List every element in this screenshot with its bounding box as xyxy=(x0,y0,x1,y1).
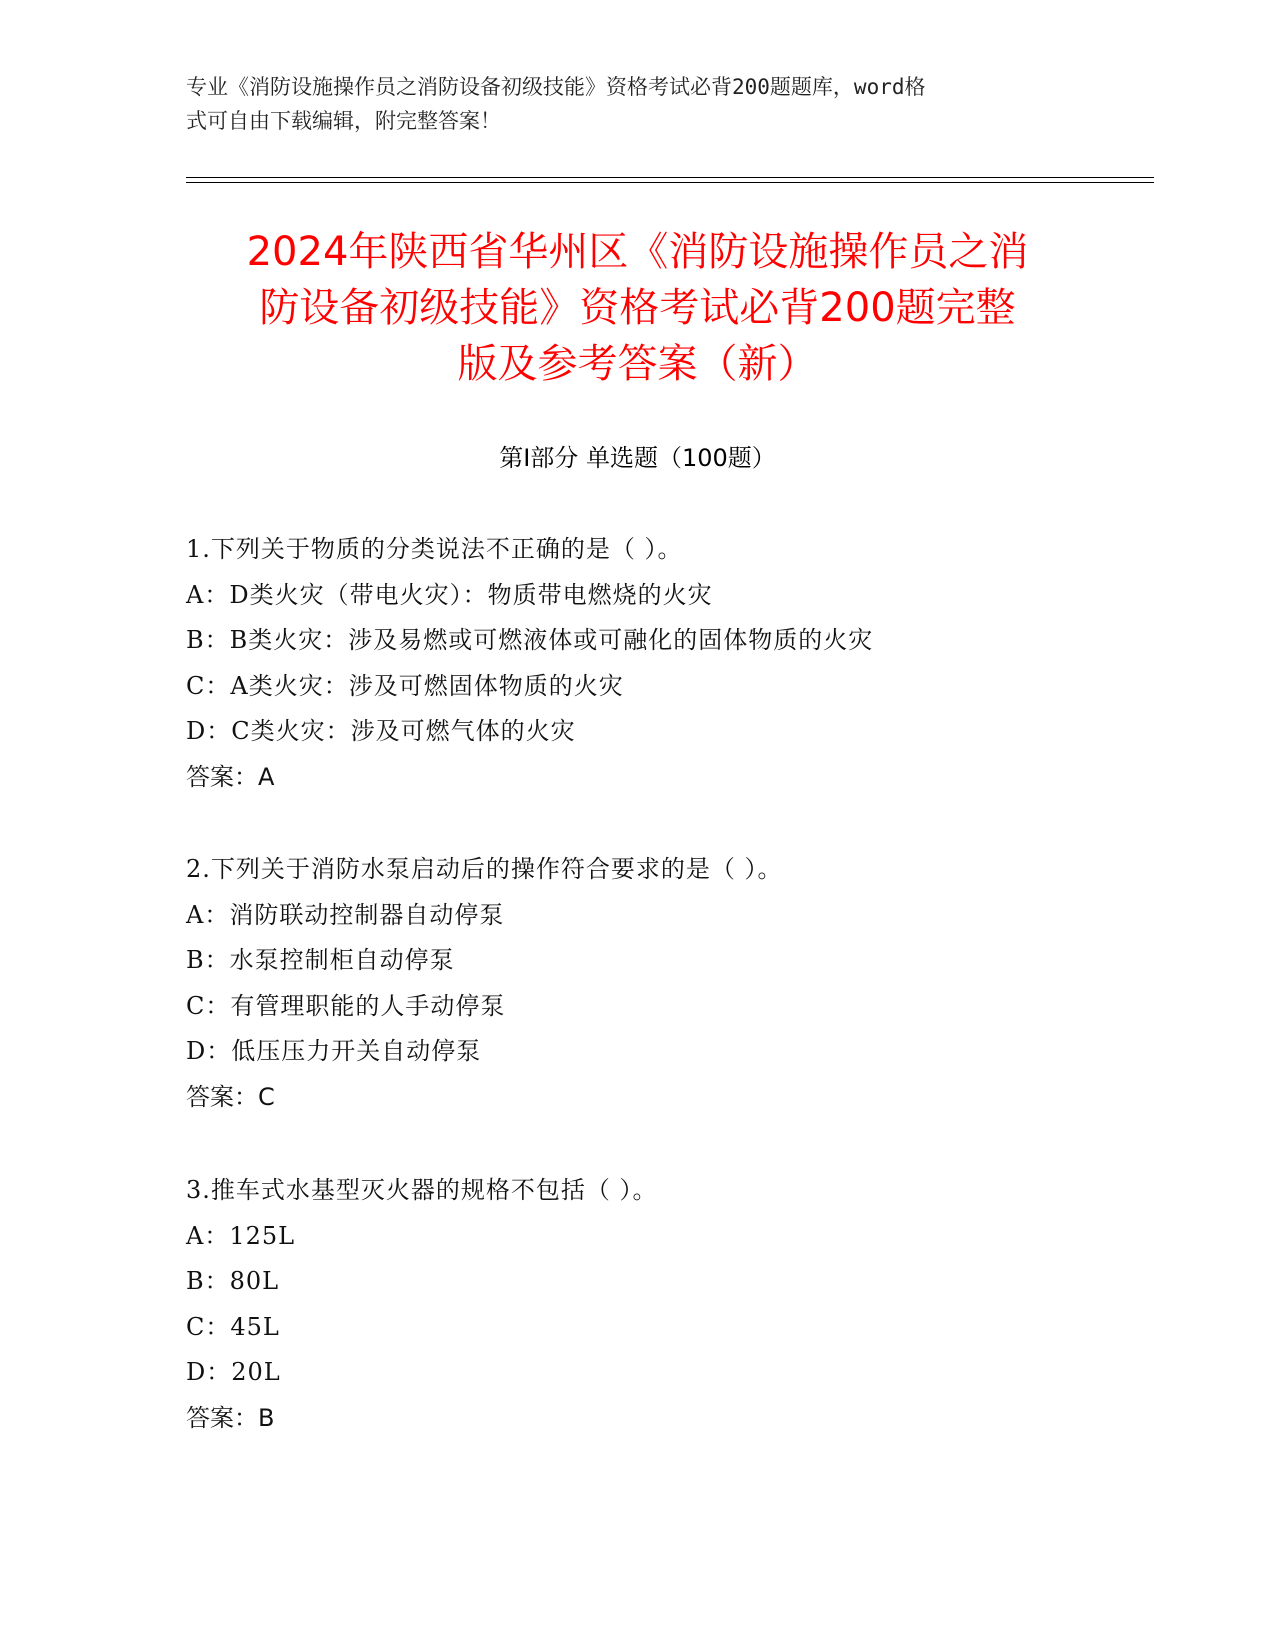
option-d: D：C类火灾：涉及可燃气体的火灾 xyxy=(186,717,576,745)
option-c: C：45L xyxy=(186,1312,280,1341)
question-block-2 xyxy=(186,847,1186,1120)
document-title xyxy=(130,224,1145,392)
header-note-line-1: 专业《消防设施操作员之消防设备初级技能》资格考试必背200题题库，word格 xyxy=(186,75,926,99)
header-note-line-2: 式可自由下载编辑，附完整答案！ xyxy=(186,109,501,133)
option-a: A：D类火灾（带电火灾）：物质带电燃烧的火灾 xyxy=(186,580,713,609)
option-b: B：80L xyxy=(186,1267,280,1295)
answer: 答案：C xyxy=(186,1082,275,1111)
option-b: B：B类火灾：涉及易燃或可燃液体或可融化的固体物质的火灾 xyxy=(186,626,874,654)
question-stem: 2.下列关于消防水泵启动后的操作符合要求的是（ ）。 xyxy=(186,855,783,883)
option-a: A：消防联动控制器自动停泵 xyxy=(186,900,505,929)
option-d: D：低压压力开关自动停泵 xyxy=(186,1037,482,1065)
option-c: C：A类火灾：涉及可燃固体物质的火灾 xyxy=(186,671,624,700)
question-stem: 3.推车式水基型灭火器的规格不包括（ ）。 xyxy=(186,1176,658,1204)
option-b: B：水泵控制柜自动停泵 xyxy=(186,946,455,974)
option-c: C：有管理职能的人手动停泵 xyxy=(186,991,506,1020)
answer: 答案：B xyxy=(186,1403,275,1432)
section-heading: 第Ⅰ部分 单选题（100题） xyxy=(499,444,776,472)
option-a: A：125L xyxy=(186,1221,296,1250)
title-line-2: 防设备初级技能》资格考试必背200题完整 xyxy=(259,285,1016,331)
option-d: D：20L xyxy=(186,1358,281,1386)
title-line-1: 2024年陕西省华州区《消防设施操作员之消 xyxy=(246,229,1029,275)
question-block-3 xyxy=(186,1168,1186,1441)
question-stem: 1.下列关于物质的分类说法不正确的是（ ）。 xyxy=(186,535,683,563)
question-block-1 xyxy=(186,527,1186,800)
title-line-3: 版及参考答案（新） xyxy=(457,341,818,387)
header-divider-bottom xyxy=(186,182,1154,183)
header-note xyxy=(186,70,1086,138)
header-divider-top xyxy=(186,177,1154,178)
answer: 答案：A xyxy=(186,762,275,791)
